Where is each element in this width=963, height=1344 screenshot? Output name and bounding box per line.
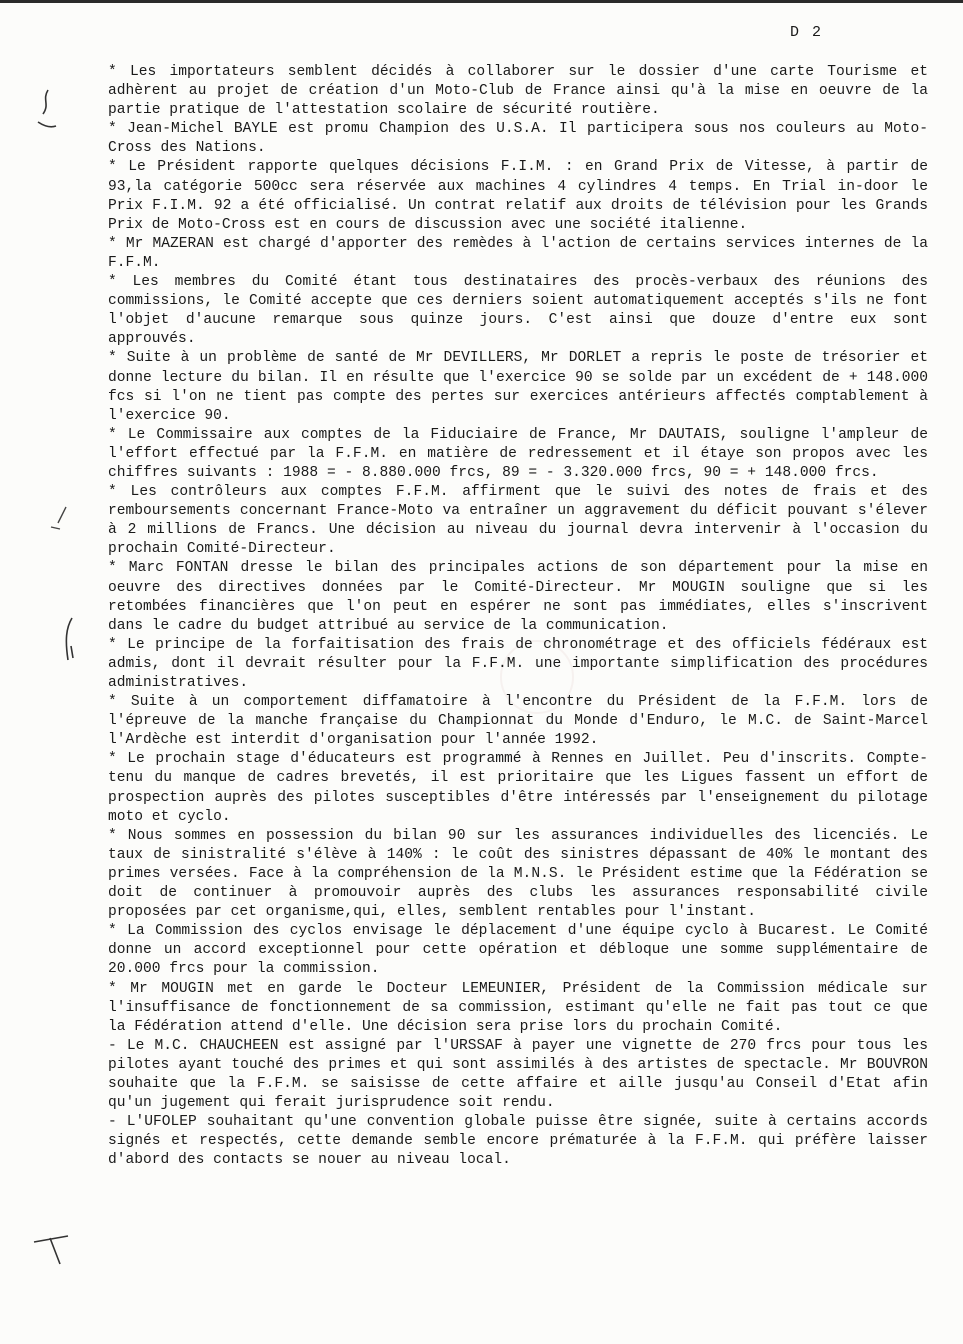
paragraph: - Le M.C. CHAUCHEEN est assigné par l'URSSAF à payer une vignette de 270 frcs pour tous les pilotes ayant touché des primes et qui sont assimilés à des artistes de spectacle. Mr BOUVRON souhaite que la F.F.M. se saisisse de cette affaire et aille jusqu'au Conseil d'Etat afin qu'un jugement qui ferait jurisprudence soit rendu. [108,1037,928,1112]
paragraph: * Les membres du Comité étant tous destinataires des procès-verbaux des réunions des commissions, le Comité accepte que ces derniers soient automatiquement acceptés s'ils ne font l'objet d'aucune remarque sous quinze jours. C'est ainsi que douze d'entre eux sont approuvés. [108,274,928,348]
paragraph: * Jean-Michel BAYLE est promu Champion des U.S.A. Il participera sous nos couleurs au Moto-Cross des Nations. [108,121,928,157]
paragraph: * Le Président rapporte quelques décisions F.I.M. : en Grand Prix de Vitesse, à partir de 93,la catégorie 500cc sera réservée aux machines 4 cylindres 4 temps. En Trial in-door le Prix F.I.M. 92 a été officialisé. Un contrat relatif aux droits de télévision pour les Grands Prix de Moto-Cross est en cours de discussion avec une société italienne. [108,159,928,233]
handwritten-margin-mark [62,616,78,669]
paragraph: * La Commission des cyclos envisage le déplacement d'une équipe cyclo à Bucarest. Le Comité donne un accord exceptionnel pour cette opération et débloque une somme supplémentaire de 20.000 frcs pour la commission. [108,923,928,978]
paragraph: * Nous sommes en possession du bilan 90 sur les assurances individuelles des licenciés. Le taux de sinistralité s'élève à 140% : le coût des sinistres dépassant de 40% le montant des primes versées. Face à la compréhension de la M.N.S. le Président estime que la Fédération se doit de continuer à promouvoir auprès des clubs les assurances responsabilité civile proposées par cet organisme,qui, elles, semblent rentables pour l'instant. [108,827,928,921]
paragraph: * Suite à un problème de santé de Mr DEVILLERS, Mr DORLET a repris le poste de trésorier et donne lecture du bilan. Il en résulte que l'exercice 90 se solde par un excédent de + 148.000 fcs si l'on ne tient pas compte des pertes sur exercices antérieurs affectés comptablement à l'exercice 90. [108,350,928,424]
paragraph: * Suite à un comportement diffamatoire à l'encontre du Président de la F.F.M. lors de l'épreuve de la manche française du Championnat du Monde d'Enduro, le M.C. de Saint-Marcel l'Ardèche est interdit d'organisation pour l'année 1992. [108,694,928,749]
page-number: D 2 [790,24,824,41]
paragraph: * Les importateurs semblent décidés à collaborer sur le dossier d'une carte Tourisme et adhèrent au projet de création d'un Moto-Club de France ainsi qu'à la mise en oeuvre de la partie pratique de l'attestation scolaire de sécurité routière. [108,64,928,119]
paragraph: * Mr MAZERAN est chargé d'apporter des remèdes à l'action de certains services internes de la F.F.M. [108,235,928,271]
top-border-rule [0,0,963,3]
handwritten-margin-mark [48,505,72,542]
paragraph: * Mr MOUGIN met en garde le Docteur LEMEUNIER, Président de la Commission médicale sur l'insuffisance de fonctionnement de sa commission, estimant qu'elle ne fait pas tout ce que la Fédération attend d'elle. Une décision sera prise lors du prochain Comité. [108,980,928,1035]
paragraph: * Marc FONTAN dresse le bilan des principales actions de son département pour la mise en oeuvre des directives données par le Comité-Directeur. Mr MOUGIN souligne que si les retombées financières que l'on peut en espérer ne sont pas immédiates, elles s'inscrivent dans le cadre du budget attribué au service de la communication. [108,560,928,634]
paragraph: * Le principe de la forfaitisation des frais de chronométrage et des officiels fédéraux est admis, dont il devrait résulter pour la F.F.M. une importante simplification des procédures administratives. [108,636,928,691]
handwritten-margin-mark [34,88,60,139]
minutes-body [108,63,928,1170]
paragraph: * Les contrôleurs aux comptes F.F.M. affirment que le suivi des notes de frais et des remboursements concernant France-Moto va entraîner un aggravement du déficit pouvant s'élever à 2 millions de Francs. Une décision au niveau du journal devra intervenir à l'occasion du prochain Comité-Directeur. [108,484,928,558]
paragraph: - L'UFOLEP souhaitant qu'une convention globale puisse être signée, suite à certains accords signés et respectés, cette demande semble encore prématurée à la F.F.M. qui préfère laisser d'abord des contacts se nouer au niveau local. [108,1114,928,1169]
paragraph: * Le Commissaire aux comptes de la Fiduciaire de France, Mr DAUTAIS, souligne l'ampleur de l'effort effectué par la F.F.M. en matière de redressement et il étaye son propos avec les chiffres suivants : 1988 = - 8.880.000 frcs, 89 = - 3.320.000 frcs, 90 = + 148.000 frcs. [108,426,928,481]
handwritten-margin-mark [30,1222,74,1273]
paragraph: * Le prochain stage d'éducateurs est programmé à Rennes en Juillet. Peu d'inscrits. Compte-tenu du manque de cadres brevetés, il est prioritaire que les Ligues fassent un effort de prospection auprès des pilotes susceptibles d'être intéressés par l'enseignement du pilotage moto et cyclo. [108,751,928,825]
